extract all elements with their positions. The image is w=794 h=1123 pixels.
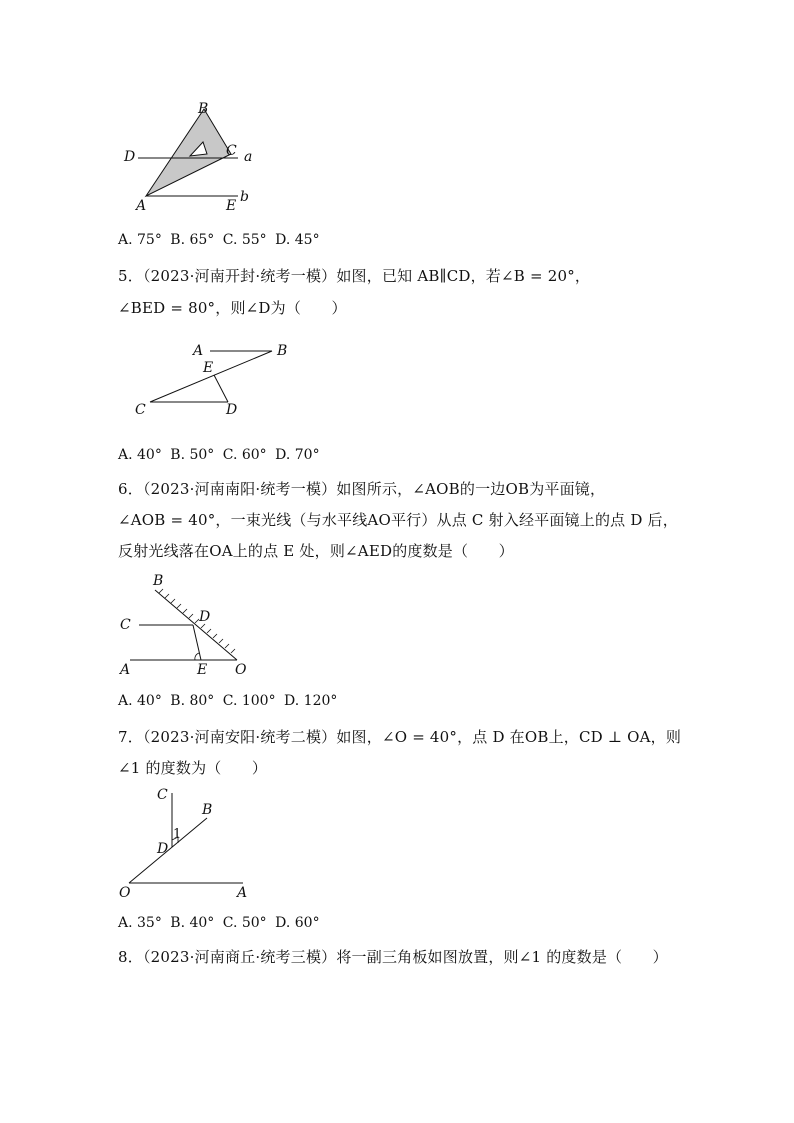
q5-option-b[interactable]: B. 50° xyxy=(170,447,215,463)
q7-label-B: B xyxy=(202,802,213,818)
q6-option-a[interactable]: A. 40° xyxy=(118,693,162,709)
q5-option-c[interactable]: C. 60° xyxy=(222,447,267,463)
q5-label-E: E xyxy=(203,360,214,376)
q6-answers xyxy=(118,693,341,709)
q4-figure xyxy=(118,98,268,216)
q6-figure xyxy=(115,570,265,682)
q5-option-a[interactable]: A. 40° xyxy=(118,447,162,463)
q7-answers xyxy=(118,915,324,931)
q4-label-a: a xyxy=(244,149,253,165)
q4-label-E: E xyxy=(226,198,237,214)
q7-label-1: 1 xyxy=(173,827,182,842)
q5-label-B: B xyxy=(277,343,288,359)
q4-option-b[interactable]: B. 65° xyxy=(170,232,215,248)
q7-option-d[interactable]: D. 60° xyxy=(275,915,320,931)
q5-line-BE xyxy=(150,351,272,402)
q4-option-d[interactable]: D. 45° xyxy=(275,232,320,248)
q6-label-A: A xyxy=(120,662,131,678)
q5-figure xyxy=(130,338,300,423)
q6-label-B: B xyxy=(153,573,164,589)
q7-text-line1: 7．（2023·河南安阳·统考二模）如图，∠O = 40°，点 D 在OB上，CD ⊥ OA，则 xyxy=(118,728,682,746)
q7-option-c[interactable]: C. 50° xyxy=(222,915,267,931)
q6-option-c[interactable]: C. 100° xyxy=(222,693,276,709)
q7-label-O: O xyxy=(119,885,131,901)
q6-label-E: E xyxy=(197,662,208,678)
q7-option-b[interactable]: B. 40° xyxy=(170,915,215,931)
q7-label-A: A xyxy=(237,885,248,901)
q5-label-C: C xyxy=(135,402,146,418)
q8-text-line1: 8．（2023·河南商丘·统考三模）将一副三角板如图放置，则∠1 的度数是（ ） xyxy=(118,948,668,966)
q4-triangle-ruler xyxy=(146,109,231,196)
q7-text-line2: ∠1 的度数为（ ） xyxy=(118,759,268,777)
q6-text-line1: 6．（2023·河南南阳·统考一模）如图所示，∠AOB的一边OB为平面镜， xyxy=(118,480,606,498)
q5-text-line2: ∠BED = 80°，则∠D为（ ） xyxy=(118,299,347,317)
q4-answers xyxy=(118,232,324,248)
q6-label-D: D xyxy=(199,609,211,625)
q6-label-O: O xyxy=(235,662,247,678)
q5-label-D: D xyxy=(226,402,238,418)
q4-label-C: C xyxy=(226,143,237,159)
q4-option-a[interactable]: A. 75° xyxy=(118,232,162,248)
q4-option-c[interactable]: C. 55° xyxy=(222,232,267,248)
q4-label-D: D xyxy=(124,149,136,165)
q6-option-b[interactable]: B. 80° xyxy=(170,693,215,709)
q5-text-line1: 5．（2023·河南开封·统考一模）如图，已知 AB∥CD，若∠B = 20°， xyxy=(118,267,591,285)
q7-figure xyxy=(115,783,260,903)
q7-label-C: C xyxy=(157,787,168,803)
q6-text-line3: 反射光线落在OA上的点 E 处，则∠AED的度数是（ ） xyxy=(118,542,514,560)
q4-label-b: b xyxy=(240,189,249,205)
q6-ray-DE xyxy=(193,625,201,660)
q6-label-C: C xyxy=(120,617,131,633)
q5-option-d[interactable]: D. 70° xyxy=(275,447,320,463)
q6-angle-mark xyxy=(195,653,199,660)
q7-label-D: D xyxy=(157,841,169,857)
q6-text-line2: ∠AOB = 40°，一束光线（与水平线AO平行）从点 C 射入经平面镜上的点 D 后， xyxy=(118,511,678,529)
q5-line-ED xyxy=(214,375,228,402)
q5-answers xyxy=(118,447,324,463)
q4-label-B: B xyxy=(198,101,209,117)
q5-label-A: A xyxy=(193,343,204,359)
q6-option-d[interactable]: D. 120° xyxy=(284,693,338,709)
q7-option-a[interactable]: A. 35° xyxy=(118,915,162,931)
q4-label-A: A xyxy=(136,198,147,214)
